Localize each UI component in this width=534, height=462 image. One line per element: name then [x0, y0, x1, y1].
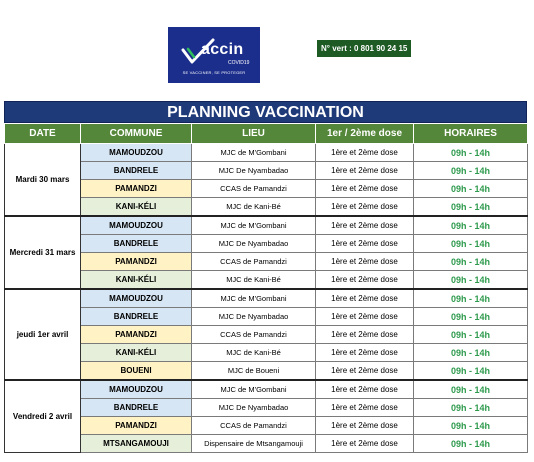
- horaires-cell: 09h - 14h: [414, 344, 528, 362]
- column-header-lieu: LIEU: [192, 124, 316, 144]
- table-row: [5, 198, 528, 217]
- lieu-cell: MJC De Nyambadao: [192, 399, 316, 417]
- table-row: [5, 326, 528, 344]
- lieu-cell: MJC de Kani-Bé: [192, 271, 316, 290]
- horaires-cell: 09h - 14h: [414, 253, 528, 271]
- lieu-cell: CCAS de Pamandzi: [192, 180, 316, 198]
- commune-cell: MAMOUDZOU: [81, 380, 192, 399]
- table-row: [5, 435, 528, 453]
- table-row: [5, 362, 528, 381]
- lieu-cell: MJC de M'Gombani: [192, 216, 316, 235]
- commune-cell: BANDRELE: [81, 235, 192, 253]
- table-title: PLANNING VACCINATION: [4, 101, 527, 123]
- table-row: [5, 380, 528, 399]
- hotline-number: N° vert : 0 801 90 24 15: [317, 40, 411, 57]
- dose-cell: 1ère et 2ème dose: [316, 362, 414, 381]
- dose-cell: 1ère et 2ème dose: [316, 216, 414, 235]
- date-cell: Mercredi 31 mars: [5, 216, 81, 289]
- commune-cell: PAMANDZI: [81, 326, 192, 344]
- dose-cell: 1ère et 2ème dose: [316, 417, 414, 435]
- commune-cell: PAMANDZI: [81, 417, 192, 435]
- lieu-cell: CCAS de Pamandzi: [192, 417, 316, 435]
- dose-cell: 1ère et 2ème dose: [316, 308, 414, 326]
- commune-cell: KANI-KÉLI: [81, 198, 192, 217]
- column-header-commune: COMMUNE: [81, 124, 192, 144]
- horaires-cell: 09h - 14h: [414, 144, 528, 162]
- table-body: [5, 144, 528, 453]
- commune-cell: KANI-KÉLI: [81, 271, 192, 290]
- horaires-cell: 09h - 14h: [414, 326, 528, 344]
- dose-cell: 1ère et 2ème dose: [316, 289, 414, 308]
- commune-cell: KANI-KÉLI: [81, 344, 192, 362]
- table-row: [5, 235, 528, 253]
- commune-cell: BANDRELE: [81, 399, 192, 417]
- commune-cell: MAMOUDZOU: [81, 216, 192, 235]
- dose-cell: 1ère et 2ème dose: [316, 198, 414, 217]
- horaires-cell: 09h - 14h: [414, 198, 528, 217]
- column-header-date: DATE: [5, 124, 81, 144]
- table-row: [5, 308, 528, 326]
- dose-cell: 1ère et 2ème dose: [316, 144, 414, 162]
- column-header-horaires: HORAIRES: [414, 124, 528, 144]
- commune-cell: MAMOUDZOU: [81, 144, 192, 162]
- dose-cell: 1ère et 2ème dose: [316, 399, 414, 417]
- date-cell: Mardi 30 mars: [5, 144, 81, 217]
- horaires-cell: 09h - 14h: [414, 417, 528, 435]
- table-row: [5, 271, 528, 290]
- lieu-cell: CCAS de Pamandzi: [192, 253, 316, 271]
- table-row: [5, 399, 528, 417]
- date-cell: jeudi 1er avril: [5, 289, 81, 380]
- horaires-cell: 09h - 14h: [414, 362, 528, 381]
- commune-cell: MTSANGAMOUJI: [81, 435, 192, 453]
- dose-cell: 1ère et 2ème dose: [316, 235, 414, 253]
- vaccination-planning-table: [4, 101, 527, 453]
- lieu-cell: MJC de Boueni: [192, 362, 316, 381]
- logo-tagline: SE VACCINER, SE PROTEGER: [182, 70, 246, 75]
- dose-cell: 1ère et 2ème dose: [316, 253, 414, 271]
- lieu-cell: Dispensaire de Mtsangamouji: [192, 435, 316, 453]
- dose-cell: 1ère et 2ème dose: [316, 435, 414, 453]
- dose-cell: 1ère et 2ème dose: [316, 326, 414, 344]
- dose-cell: 1ère et 2ème dose: [316, 162, 414, 180]
- logo-word: accin: [201, 41, 244, 58]
- table-row: [5, 417, 528, 435]
- lieu-cell: MJC De Nyambadao: [192, 235, 316, 253]
- dose-cell: 1ère et 2ème dose: [316, 180, 414, 198]
- commune-cell: PAMANDZI: [81, 253, 192, 271]
- commune-cell: PAMANDZI: [81, 180, 192, 198]
- horaires-cell: 09h - 14h: [414, 162, 528, 180]
- horaires-cell: 09h - 14h: [414, 308, 528, 326]
- dose-cell: 1ère et 2ème dose: [316, 271, 414, 290]
- table-row: [5, 344, 528, 362]
- commune-cell: BANDRELE: [81, 308, 192, 326]
- lieu-cell: MJC De Nyambadao: [192, 308, 316, 326]
- header-row: [5, 124, 528, 144]
- lieu-cell: MJC de M'Gombani: [192, 144, 316, 162]
- horaires-cell: 09h - 14h: [414, 289, 528, 308]
- lieu-cell: MJC de M'Gombani: [192, 289, 316, 308]
- horaires-cell: 09h - 14h: [414, 271, 528, 290]
- dose-cell: 1ère et 2ème dose: [316, 380, 414, 399]
- table-row: [5, 162, 528, 180]
- horaires-cell: 09h - 14h: [414, 435, 528, 453]
- table-row: [5, 216, 528, 235]
- lieu-cell: MJC de Kani-Bé: [192, 344, 316, 362]
- lieu-cell: MJC de M'Gombani: [192, 380, 316, 399]
- lieu-cell: MJC de Kani-Bé: [192, 198, 316, 217]
- horaires-cell: 09h - 14h: [414, 235, 528, 253]
- vaccin-covid19-logo: [168, 27, 260, 83]
- horaires-cell: 09h - 14h: [414, 399, 528, 417]
- schedule-table: [4, 123, 528, 453]
- table-row: [5, 180, 528, 198]
- table-row: [5, 144, 528, 162]
- horaires-cell: 09h - 14h: [414, 380, 528, 399]
- horaires-cell: 09h - 14h: [414, 180, 528, 198]
- logo-subtitle: COVID19: [228, 60, 250, 66]
- table-row: [5, 289, 528, 308]
- lieu-cell: MJC De Nyambadao: [192, 162, 316, 180]
- lieu-cell: CCAS de Pamandzi: [192, 326, 316, 344]
- column-header-dose: 1er / 2ème dose: [316, 124, 414, 144]
- table-row: [5, 253, 528, 271]
- date-cell: Vendredi 2 avril: [5, 380, 81, 453]
- commune-cell: BANDRELE: [81, 162, 192, 180]
- commune-cell: MAMOUDZOU: [81, 289, 192, 308]
- horaires-cell: 09h - 14h: [414, 216, 528, 235]
- commune-cell: BOUENI: [81, 362, 192, 381]
- dose-cell: 1ère et 2ème dose: [316, 344, 414, 362]
